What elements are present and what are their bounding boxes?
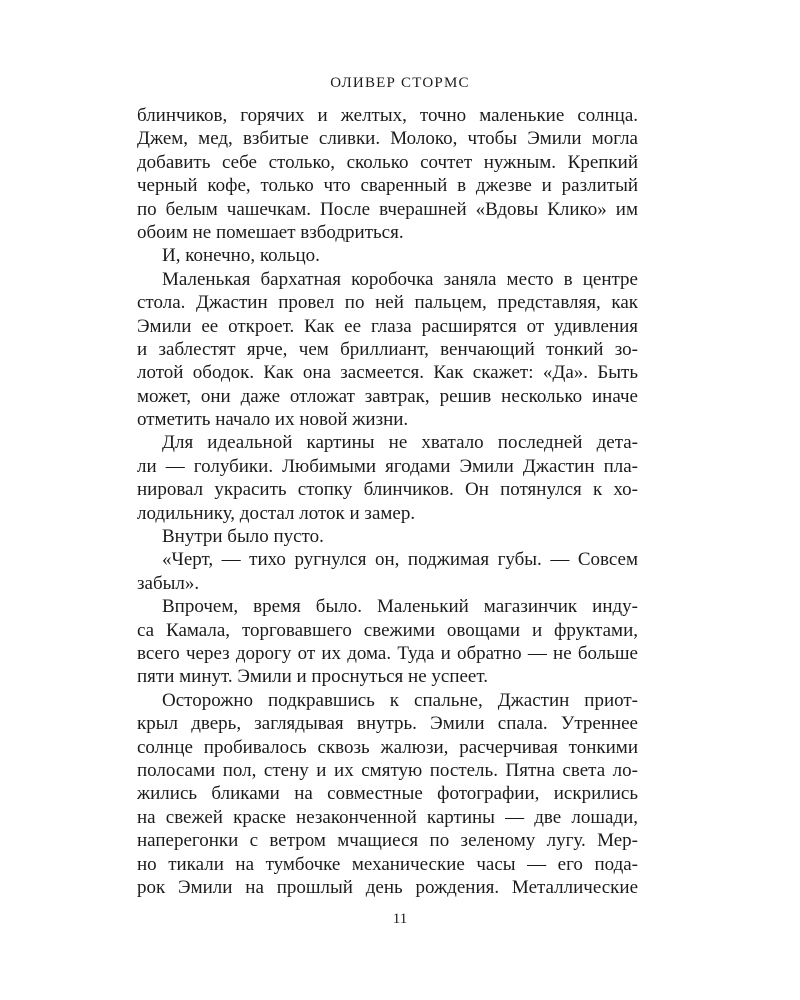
- text-line: пяти минут. Эмили и проснуться не успеет.: [137, 666, 488, 688]
- text-line: стола. Джастин провел по ней пальцем, представляя, как: [137, 292, 638, 314]
- text-line: обоим не помешает взбодриться.: [137, 221, 404, 243]
- text-line: ли — голубики. Любимыми ягодами Эмили Джастин пла-: [137, 455, 638, 477]
- text-line: по белым чашечкам. После вчерашней «Вдовы Клико» им: [137, 198, 638, 220]
- text-line: Для идеальной картины не хватало последней дета-: [162, 432, 638, 454]
- text-line: солнце пробивалось сквозь жалюзи, расчерчивая тонкими: [137, 736, 638, 758]
- text-line: Внутри было пусто.: [162, 526, 324, 548]
- text-line: всего через дорогу от их дома. Туда и обратно — не больше: [137, 642, 638, 664]
- text-line: са Камала, торговавшего свежими овощами и фруктами,: [137, 619, 638, 641]
- text-line: наперегонки с ветром мчащиеся по зеленому лугу. Мер-: [137, 830, 638, 852]
- text-line: но тикали на тумбочке механические часы — его пода-: [137, 853, 638, 875]
- text-line: и заблестят ярче, чем бриллиант, венчающий тонкий зо-: [137, 338, 638, 360]
- text-line: отметить начало их новой жизни.: [137, 409, 409, 431]
- text-line: крыл дверь, заглядывая внутрь. Эмили спала. Утреннее: [137, 713, 638, 735]
- text-line: Джем, мед, взбитые сливки. Молоко, чтобы Эмили могла: [137, 128, 638, 150]
- running-head-author: ОЛИВЕР СТОРМС: [330, 75, 470, 91]
- text-line: Впрочем, время было. Маленький магазинчик инду-: [162, 596, 638, 618]
- text-line: И, конечно, кольцо.: [162, 245, 320, 267]
- text-line: черный кофе, только что сваренный в джезве и разлитый: [137, 175, 638, 197]
- text-line: лодильнику, достал лоток и замер.: [137, 502, 416, 524]
- text-line: Эмили ее откроет. Как ее глаза расширятся от удивления: [137, 315, 638, 337]
- text-line: нировал украсить стопку блинчиков. Он потянулся к хо-: [137, 479, 638, 501]
- text-line: полосами пол, стену и их смятую постель. Пятна света ло-: [137, 759, 638, 781]
- text-line: «Черт, — тихо ругнулся он, поджимая губы. — Совсем: [162, 549, 638, 571]
- text-line: забыл».: [137, 572, 200, 594]
- text-line: лотой ободок. Как она засмеется. Как скажет: «Да». Быть: [137, 362, 638, 384]
- text-line: на свежей краске незаконченной картины — две лошади,: [137, 806, 638, 828]
- text-line: Маленькая бархатная коробочка заняла место в центре: [162, 268, 638, 290]
- body-text: [137, 104, 638, 899]
- text-line: жились бликами на совместные фотографии, искрились: [137, 783, 638, 805]
- text-line: может, они даже отложат завтрак, решив несколько иначе: [137, 385, 638, 407]
- text-line: рок Эмили на прошлый день рождения. Металлические: [137, 876, 638, 898]
- text-line: добавить себе столько, сколько сочтет нужным. Крепкий: [137, 151, 638, 173]
- text-line: Осторожно подкравшись к спальне, Джастин приот-: [162, 689, 638, 711]
- text-line: блинчиков, горячих и желтых, точно маленькие солнца.: [137, 105, 638, 126]
- page-number: 11: [392, 911, 408, 927]
